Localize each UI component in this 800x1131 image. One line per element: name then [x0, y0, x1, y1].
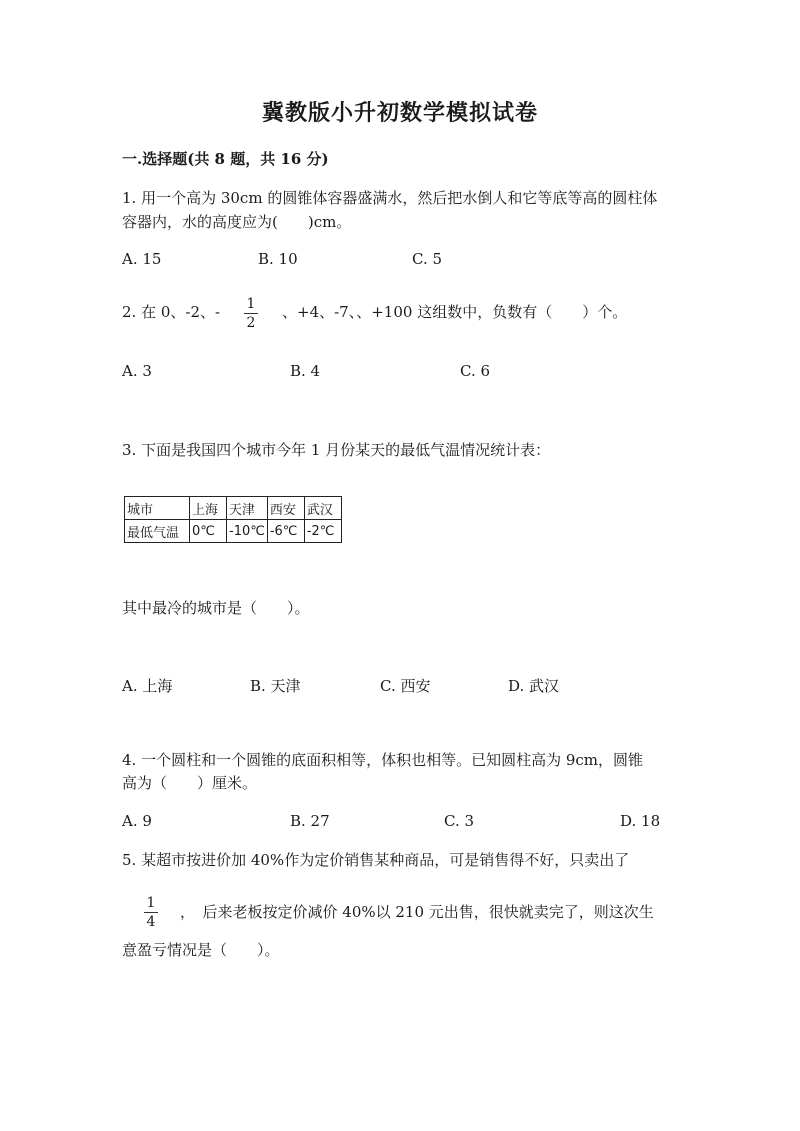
q2-option-b: B. 4 — [290, 362, 321, 380]
table-cell: 上海 — [190, 497, 227, 520]
q5-fraction-denominator: 4 — [146, 914, 156, 930]
section-heading: 一.选择题(共 8 题，共 16 分) — [122, 150, 329, 168]
q3-option-d: D. 武汉 — [508, 677, 560, 695]
table-cell: 0℃ — [190, 520, 227, 543]
q5-line2: ， 后来老板按定价减价 40%以 210 元出售，很快就卖完了，则这次生 — [180, 903, 654, 921]
q2-option-c: C. 6 — [460, 362, 491, 380]
q1-option-b: B. 10 — [258, 250, 298, 268]
q5-fraction-numerator: 1 — [146, 895, 156, 911]
q1-line2: 容器内，水的高度应为( )cm。 — [122, 213, 352, 231]
q4-line2: 高为（ ）厘米。 — [122, 774, 258, 792]
q4-option-d: D. 18 — [620, 812, 661, 830]
table-cell: -10℃ — [227, 520, 268, 543]
table-cell: 城市 — [125, 497, 190, 520]
page-title: 冀教版小升初数学模拟试卷 — [261, 100, 538, 126]
q4-option-b: B. 27 — [290, 812, 330, 830]
q2-suffix: 、+4、-7、、+100 这组数中，负数有（ ）个。 — [282, 303, 628, 321]
q3-question: 其中最冷的城市是（ ）。 — [122, 599, 310, 617]
table-cell: 西安 — [267, 497, 304, 520]
fraction-bar — [144, 912, 158, 913]
q5-line1: 5. 某超市按进价加 40%作为定价销售某种商品，可是销售得不好，只卖出了 — [122, 851, 630, 869]
table-cell: 最低气温 — [125, 520, 190, 543]
q4-option-c: C. 3 — [444, 812, 475, 830]
q5-fraction — [144, 895, 158, 930]
q2-fraction — [244, 296, 258, 331]
table-cell: -6℃ — [267, 520, 304, 543]
q2-fraction-numerator: 1 — [246, 296, 256, 312]
q3-option-c: C. 西安 — [380, 677, 431, 695]
q4-option-a: A. 9 — [122, 812, 152, 830]
table-data-row — [125, 520, 342, 543]
q5-line3: 意盈亏情况是（ ）。 — [122, 941, 280, 959]
table-header-row — [125, 497, 342, 520]
fraction-bar — [244, 313, 258, 314]
q1-option-c: C. 5 — [412, 250, 443, 268]
table-cell: 天津 — [227, 497, 268, 520]
table-cell: 武汉 — [304, 497, 341, 520]
table-cell: -2℃ — [304, 520, 341, 543]
q2-fraction-denominator: 2 — [246, 315, 256, 331]
q1-option-a: A. 15 — [122, 250, 162, 268]
q1-line1: 1. 用一个高为 30cm 的圆锥体容器盛满水，然后把水倒人和它等底等高的圆柱体 — [122, 189, 658, 207]
q3-option-b: B. 天津 — [250, 677, 301, 695]
q2-option-a: A. 3 — [122, 362, 152, 380]
q3-option-a: A. 上海 — [122, 677, 173, 695]
q4-line1: 4. 一个圆柱和一个圆锥的底面积相等，体积也相等。已知圆柱高为 9cm，圆锥 — [122, 751, 644, 769]
temperature-table — [124, 496, 342, 543]
q2-prefix: 2. 在 0、-2、- — [122, 303, 221, 321]
q3-stem: 3. 下面是我国四个城市今年 1 月份某天的最低气温情况统计表： — [122, 441, 551, 459]
